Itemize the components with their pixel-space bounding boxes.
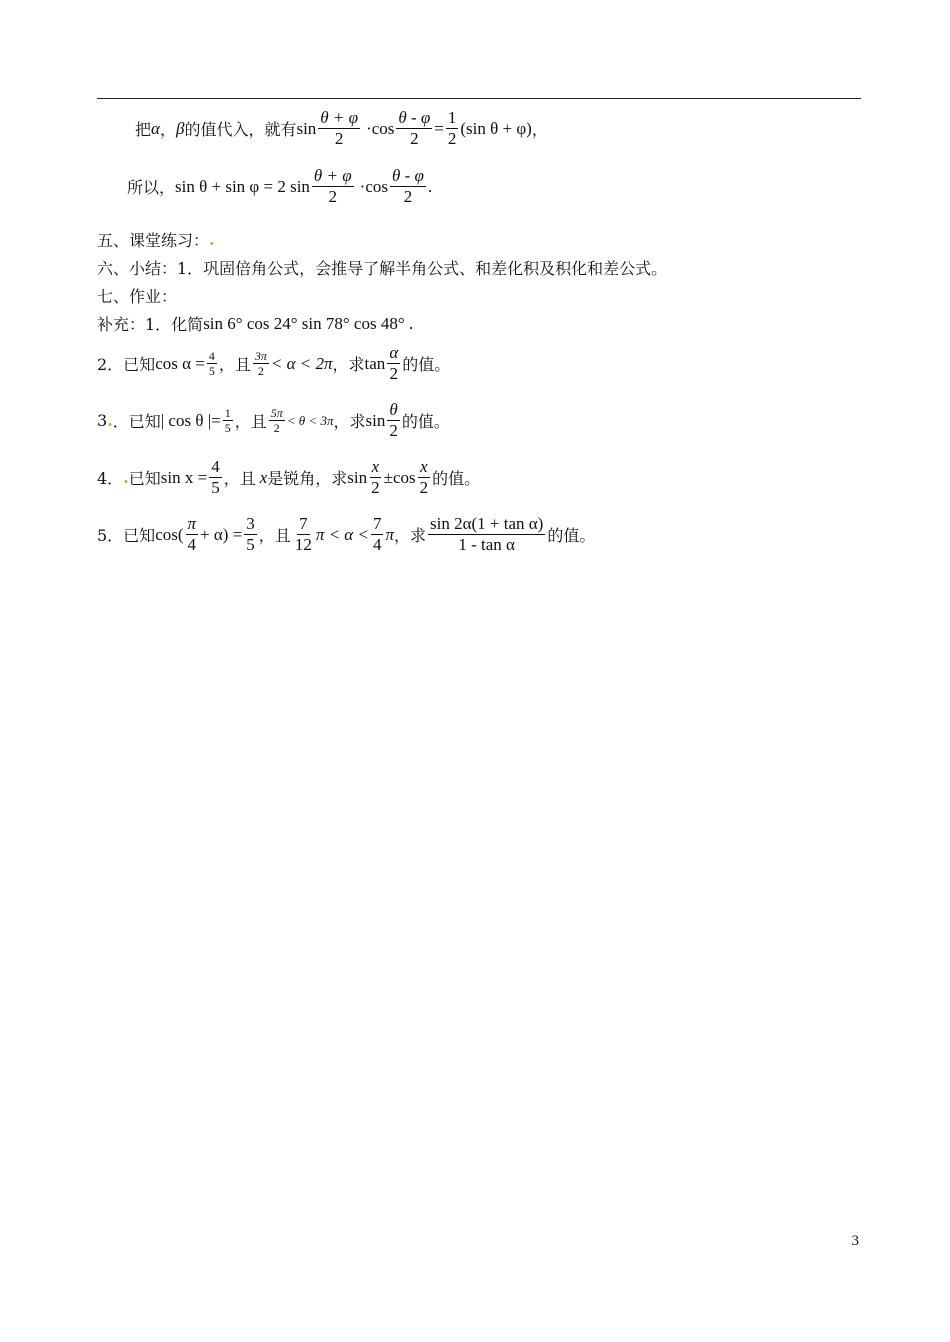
numerator: π bbox=[186, 514, 199, 535]
denominator: 4 bbox=[372, 535, 382, 555]
text: ， bbox=[159, 120, 176, 140]
text: 的值。 bbox=[432, 469, 481, 489]
fraction bbox=[369, 457, 382, 499]
fraction bbox=[428, 514, 545, 556]
exercise-5 bbox=[97, 514, 595, 556]
denominator: 5 bbox=[211, 478, 220, 498]
text: ，求 bbox=[332, 355, 365, 375]
header-rule bbox=[97, 98, 861, 99]
math-condition: cos α = bbox=[155, 353, 205, 373]
fraction bbox=[269, 406, 285, 436]
fraction bbox=[186, 514, 199, 556]
numerator: 1 bbox=[224, 406, 231, 420]
numerator: θ - φ bbox=[396, 108, 432, 129]
fraction bbox=[312, 166, 354, 208]
denominator: 4 bbox=[187, 535, 197, 555]
fraction bbox=[418, 457, 431, 499]
denominator: 2 bbox=[447, 129, 457, 149]
math-condition: | cos θ |= bbox=[160, 410, 221, 430]
page-number: 3 bbox=[851, 1233, 859, 1249]
fraction bbox=[390, 166, 426, 208]
math-rhs: (sin θ + φ) bbox=[460, 118, 532, 138]
exercise-4 bbox=[97, 457, 480, 499]
numerator: x bbox=[370, 457, 382, 478]
denominator: 2 bbox=[328, 187, 338, 207]
numerator: 1 bbox=[446, 108, 459, 129]
fraction bbox=[387, 343, 400, 385]
derivation-line-2 bbox=[127, 166, 432, 208]
text: 的值。 bbox=[401, 412, 450, 432]
text: ， bbox=[531, 120, 548, 140]
math-cos: ·cos bbox=[366, 118, 395, 138]
fraction bbox=[318, 108, 360, 150]
numerator: sin 2α(1 + tan α) bbox=[428, 514, 545, 535]
section-7-heading bbox=[97, 284, 177, 307]
text: 六、小结：1．巩固倍角公式，会推导了解半角公式、和差化积及积化和差公式。 bbox=[97, 259, 668, 278]
numerator: θ + φ bbox=[318, 108, 360, 129]
fraction bbox=[209, 457, 222, 499]
text: 4． bbox=[97, 469, 124, 489]
mark: . bbox=[209, 230, 215, 249]
text: ，且 bbox=[218, 355, 251, 375]
math-tan: tan bbox=[364, 353, 386, 373]
numerator: 7 bbox=[371, 514, 384, 535]
fraction bbox=[446, 108, 459, 150]
mark: . bbox=[123, 468, 129, 488]
numerator: 3π bbox=[254, 349, 267, 363]
math-inequality: π < α < bbox=[315, 524, 369, 544]
exercise-2 bbox=[97, 343, 450, 385]
section-5-heading bbox=[97, 228, 215, 251]
denominator: 5 bbox=[246, 535, 255, 555]
text: 是锐角，求 bbox=[267, 469, 348, 489]
math-expression: sin 6° cos 24° sin 78° cos 48° bbox=[203, 313, 405, 333]
denominator: 1 - tan α bbox=[458, 535, 515, 555]
numerator: θ bbox=[387, 400, 399, 421]
mark: . bbox=[107, 411, 113, 431]
math-variable: x bbox=[259, 467, 268, 487]
denominator: 5 bbox=[208, 364, 215, 379]
section-6-summary bbox=[97, 256, 667, 279]
math-cos: cos( bbox=[155, 524, 184, 544]
text: ，且 bbox=[258, 526, 291, 546]
fraction bbox=[253, 349, 269, 379]
numerator: 5π bbox=[270, 406, 283, 420]
denominator: 12 bbox=[294, 535, 312, 555]
math-alpha: α bbox=[151, 118, 160, 138]
math-pm-cos: ±cos bbox=[383, 467, 416, 487]
fraction bbox=[371, 514, 384, 556]
math-pi: π bbox=[385, 524, 394, 544]
text: . bbox=[408, 314, 414, 333]
numerator: α bbox=[387, 343, 400, 364]
text: ．已知 bbox=[112, 412, 161, 432]
fraction bbox=[207, 349, 217, 379]
math-beta: β bbox=[175, 118, 185, 138]
text: 2．已知 bbox=[97, 355, 156, 375]
fraction bbox=[293, 514, 314, 556]
numerator: θ + φ bbox=[312, 166, 354, 187]
text: . bbox=[427, 176, 433, 196]
denominator: 2 bbox=[403, 187, 413, 207]
text: 的值。 bbox=[547, 526, 596, 546]
math-equals: = bbox=[434, 118, 444, 138]
math-lhs: sin θ + sin φ = 2 sin bbox=[175, 176, 310, 196]
numerator: 4 bbox=[209, 457, 222, 478]
numerator: 7 bbox=[297, 514, 310, 535]
fraction bbox=[396, 108, 432, 150]
text: ，且 bbox=[223, 469, 256, 489]
text: 把 bbox=[135, 120, 152, 140]
math-condition: sin x = bbox=[160, 467, 208, 487]
denominator: 2 bbox=[334, 129, 344, 149]
denominator: 5 bbox=[224, 421, 231, 436]
fraction bbox=[387, 400, 400, 442]
math-cos: ·cos bbox=[359, 176, 388, 196]
text: ，求 bbox=[393, 526, 426, 546]
numerator: 4 bbox=[208, 349, 215, 363]
denominator: 2 bbox=[419, 478, 429, 498]
numerator: θ - φ bbox=[390, 166, 426, 187]
exercise-1 bbox=[97, 312, 414, 335]
text: ，且 bbox=[234, 412, 267, 432]
denominator: 2 bbox=[389, 421, 398, 441]
text: 所以， bbox=[127, 178, 176, 198]
text: 补充：1．化简 bbox=[97, 315, 204, 334]
math-inequality: < θ < 3π bbox=[286, 412, 334, 428]
text: ，求 bbox=[333, 412, 366, 432]
math-plus: + α) = bbox=[200, 524, 243, 544]
numerator: 3 bbox=[244, 514, 257, 535]
math-sin: sin bbox=[347, 467, 368, 487]
derivation-line-1 bbox=[135, 108, 548, 150]
exercise-3 bbox=[97, 400, 450, 442]
text: 的值代入，就有 bbox=[184, 120, 297, 140]
math-inequality: < α < 2π bbox=[270, 353, 333, 373]
text: 的值。 bbox=[402, 355, 451, 375]
text: 5．已知 bbox=[97, 526, 156, 546]
text: 五、课堂练习： bbox=[97, 231, 210, 250]
math-sin: sin bbox=[365, 410, 386, 430]
denominator: 2 bbox=[273, 421, 280, 436]
fraction bbox=[244, 514, 257, 556]
denominator: 2 bbox=[257, 364, 264, 379]
text: 七、作业： bbox=[97, 287, 178, 306]
denominator: 2 bbox=[410, 129, 419, 149]
numerator: x bbox=[418, 457, 430, 478]
denominator: 2 bbox=[371, 478, 380, 498]
fraction bbox=[223, 406, 233, 436]
text: 3 bbox=[97, 411, 108, 431]
math-sin: sin bbox=[296, 118, 317, 138]
denominator: 2 bbox=[389, 364, 399, 384]
text: 已知 bbox=[128, 469, 161, 489]
